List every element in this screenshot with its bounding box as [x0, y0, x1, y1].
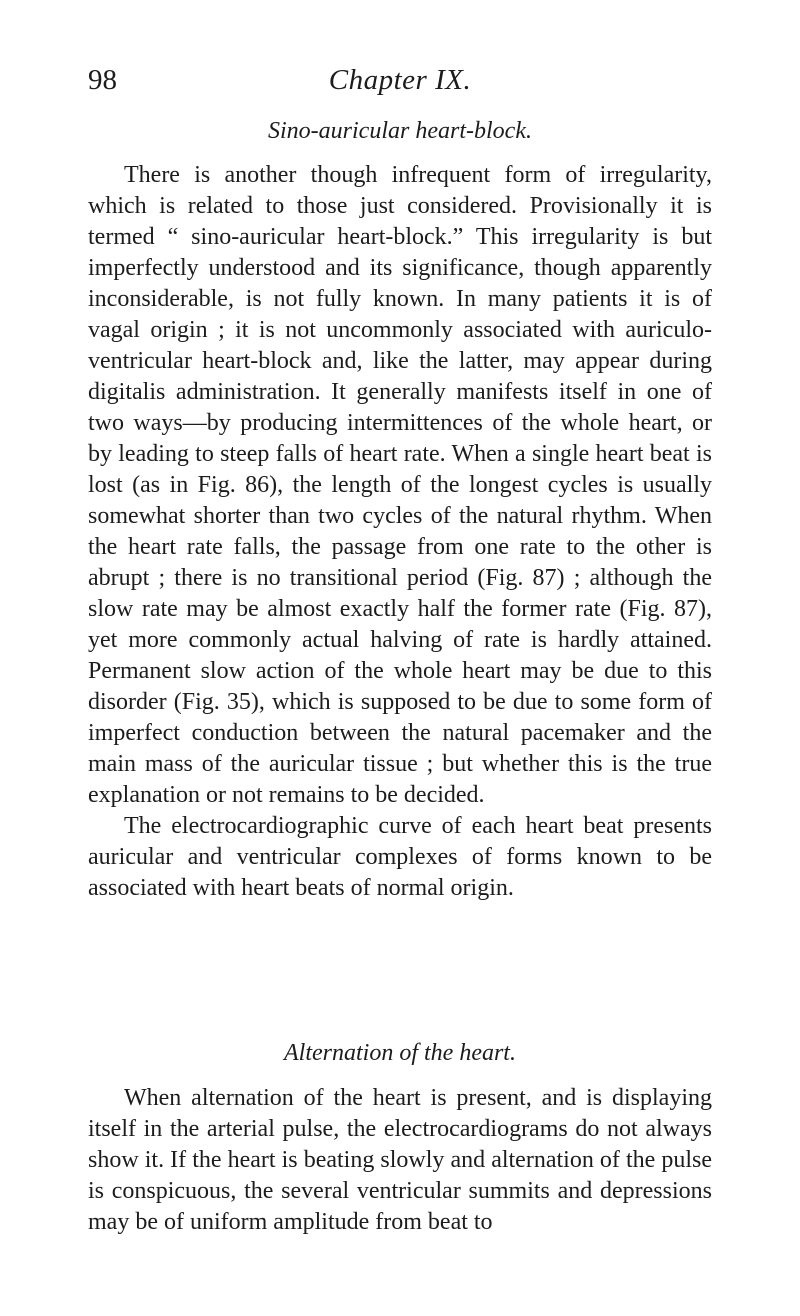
paragraph: The electrocardiographic curve of each heart beat presents auricular and ventricular complexes of forms known to be associated with heart beats of normal origin. — [88, 813, 712, 901]
paragraph: There is another though infrequent form of irregularity, which is related to those just considered. Provisionally it is termed “ sino-auricular heart-block.” This irregularity is but imperfectly understood and its significance, though apparently inconsiderable, is not fully known. In many patients it is of vagal origin ; it is not uncommonly associated with auriculo-ventricular heart-block and, like the latter, may appear during digitalis administration. It generally manifests itself in one of two ways—by producing intermittences of the whole heart, or by leading to steep falls of heart rate. When a single heart beat is lost (as in Fig. 86), the length of the longest cycles is usually somewhat shorter than two cycles of the natural rhythm. When the heart rate falls, the passage from one rate to the other is abrupt ; there is no transitional period (Fig. 87) ; although the slow rate may be almost exactly half the former rate (Fig. 87), yet more commonly actual halving of rate is hardly attained. Permanent slow action of the whole heart may be due to this disorder (Fig. 35), which is supposed to be due to some form of imperfect conduction between the natural pacemaker and the main mass of the auricular tissue ; but whether this is the true explanation or not remains to be decided. — [88, 162, 712, 808]
section-body-alternation — [88, 1083, 712, 1238]
section-heading-sino-auricular: Sino-auricular heart-block. — [268, 118, 532, 144]
running-head — [88, 64, 712, 104]
chapter-title: Chapter IX. — [328, 64, 472, 96]
paragraph: When alternation of the heart is present, and is displaying itself in the arterial pulse, the electrocardiograms do not always show it. If the heart is beating slowly and alternation of the pulse is conspicuous, the several ventricular summits and depressions may be of uniform amplitude from beat to — [88, 1085, 712, 1235]
page-number: 98 — [88, 64, 117, 96]
section-body-sino-auricular — [88, 160, 712, 904]
section-heading-alternation: Alternation of the heart. — [284, 1040, 516, 1066]
